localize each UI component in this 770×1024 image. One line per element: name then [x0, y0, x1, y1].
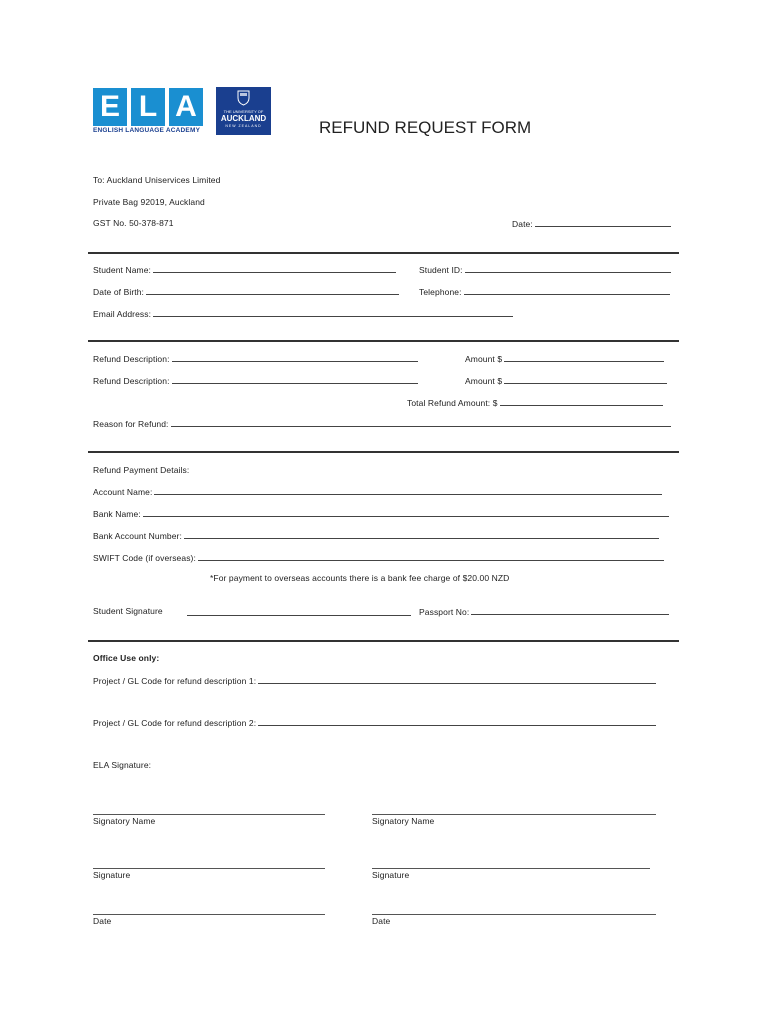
ela-signature-label: ELA Signature: — [93, 760, 152, 770]
address-box: Private Bag 92019, Auckland — [93, 197, 205, 207]
passport-line[interactable] — [471, 606, 669, 615]
section-divider — [88, 340, 679, 342]
telephone-field[interactable] — [419, 286, 670, 297]
passport-label: Passport No: — [419, 607, 470, 617]
left-date-label: Date — [93, 916, 112, 926]
account-number-field[interactable] — [93, 530, 659, 541]
right-date-label: Date — [372, 916, 391, 926]
amount-2-line[interactable] — [504, 375, 667, 384]
uoa-name-text: AUCKLAND — [220, 114, 267, 123]
account-name-line[interactable] — [154, 486, 662, 495]
bank-name-line[interactable] — [143, 508, 669, 517]
email-label: Email Address: — [93, 309, 152, 319]
date-field[interactable] — [512, 218, 671, 229]
office-heading: Office Use only: — [93, 653, 160, 663]
amount-1-field[interactable] — [465, 353, 664, 364]
uoa-top-text: THE UNIVERSITY OF — [223, 109, 264, 114]
ela-logo-a: A — [169, 88, 203, 126]
account-name-field[interactable] — [93, 486, 662, 497]
amount-1-label: Amount $ — [465, 354, 503, 364]
swift-line[interactable] — [198, 552, 664, 561]
swift-label: SWIFT Code (if overseas): — [93, 553, 196, 563]
account-number-label: Bank Account Number: — [93, 531, 182, 541]
date-label: Date: — [512, 219, 533, 229]
refund-desc-2-label: Refund Description: — [93, 376, 170, 386]
refund-desc-1-line[interactable] — [172, 353, 418, 362]
refund-desc-1-field[interactable] — [93, 353, 418, 364]
address-to: To: Auckland Uniservices Limited — [93, 175, 221, 185]
section-divider — [88, 451, 679, 453]
student-id-line[interactable] — [465, 264, 671, 273]
amount-2-field[interactable] — [465, 375, 667, 386]
ela-logo-l: L — [131, 88, 165, 126]
refund-desc-1-label: Refund Description: — [93, 354, 170, 364]
student-signature-label: Student Signature — [93, 606, 163, 616]
bank-name-field[interactable] — [93, 508, 669, 519]
dob-label: Date of Birth: — [93, 287, 145, 297]
gst-number: GST No. 50-378-871 — [93, 218, 174, 228]
left-signature-label: Signature — [93, 870, 131, 880]
bank-fee-note: *For payment to overseas accounts there is a bank fee charge of $20.00 NZD — [210, 573, 510, 583]
account-name-label: Account Name: — [93, 487, 153, 497]
right-signatory-name-line[interactable] — [372, 814, 656, 815]
reason-line[interactable] — [171, 418, 671, 427]
gl-code-2-field[interactable] — [93, 717, 656, 728]
swift-field[interactable] — [93, 552, 664, 563]
bank-name-label: Bank Name: — [93, 509, 141, 519]
left-date-line[interactable] — [93, 914, 325, 915]
right-signature-line[interactable] — [372, 868, 650, 869]
left-signatory-name-label: Signatory Name — [93, 816, 156, 826]
left-signature-line[interactable] — [93, 868, 325, 869]
uoa-logo — [216, 87, 271, 135]
amount-2-label: Amount $ — [465, 376, 503, 386]
reason-label: Reason for Refund: — [93, 419, 169, 429]
student-id-label: Student ID: — [419, 265, 463, 275]
amount-1-line[interactable] — [504, 353, 664, 362]
gl-code-1-line[interactable] — [258, 675, 656, 684]
student-name-line[interactable] — [153, 264, 396, 273]
email-field[interactable] — [93, 308, 513, 319]
passport-field[interactable] — [419, 606, 669, 617]
student-id-field[interactable] — [419, 264, 671, 275]
gl-code-2-line[interactable] — [258, 717, 656, 726]
student-signature-line[interactable] — [187, 615, 411, 616]
ela-logo-e: E — [93, 88, 127, 126]
total-amount-label: Total Refund Amount: $ — [407, 398, 498, 408]
refund-desc-2-line[interactable] — [172, 375, 418, 384]
date-line[interactable] — [535, 218, 671, 227]
gl-code-2-label: Project / GL Code for refund description 2: — [93, 718, 257, 728]
account-number-line[interactable] — [184, 530, 659, 539]
telephone-line[interactable] — [464, 286, 670, 295]
email-line[interactable] — [153, 308, 513, 317]
left-signatory-name-line[interactable] — [93, 814, 325, 815]
right-signatory-name-label: Signatory Name — [372, 816, 435, 826]
dob-line[interactable] — [146, 286, 399, 295]
telephone-label: Telephone: — [419, 287, 462, 297]
uoa-bottom-text: NEW ZEALAND — [225, 124, 262, 128]
total-amount-field[interactable] — [407, 397, 663, 408]
right-signature-label: Signature — [372, 870, 410, 880]
total-amount-line[interactable] — [500, 397, 663, 406]
ela-logo-subtitle: ENGLISH LANGUAGE ACADEMY — [93, 127, 201, 134]
right-date-line[interactable] — [372, 914, 656, 915]
reason-field[interactable] — [93, 418, 671, 429]
section-divider — [88, 252, 679, 254]
payment-heading: Refund Payment Details: — [93, 465, 190, 475]
dob-field[interactable] — [93, 286, 399, 297]
section-divider — [88, 640, 679, 642]
student-name-label: Student Name: — [93, 265, 151, 275]
refund-desc-2-field[interactable] — [93, 375, 418, 386]
page-title: REFUND REQUEST FORM — [319, 118, 532, 137]
student-name-field[interactable] — [93, 264, 396, 275]
gl-code-1-field[interactable] — [93, 675, 656, 686]
gl-code-1-label: Project / GL Code for refund description 1: — [93, 676, 257, 686]
